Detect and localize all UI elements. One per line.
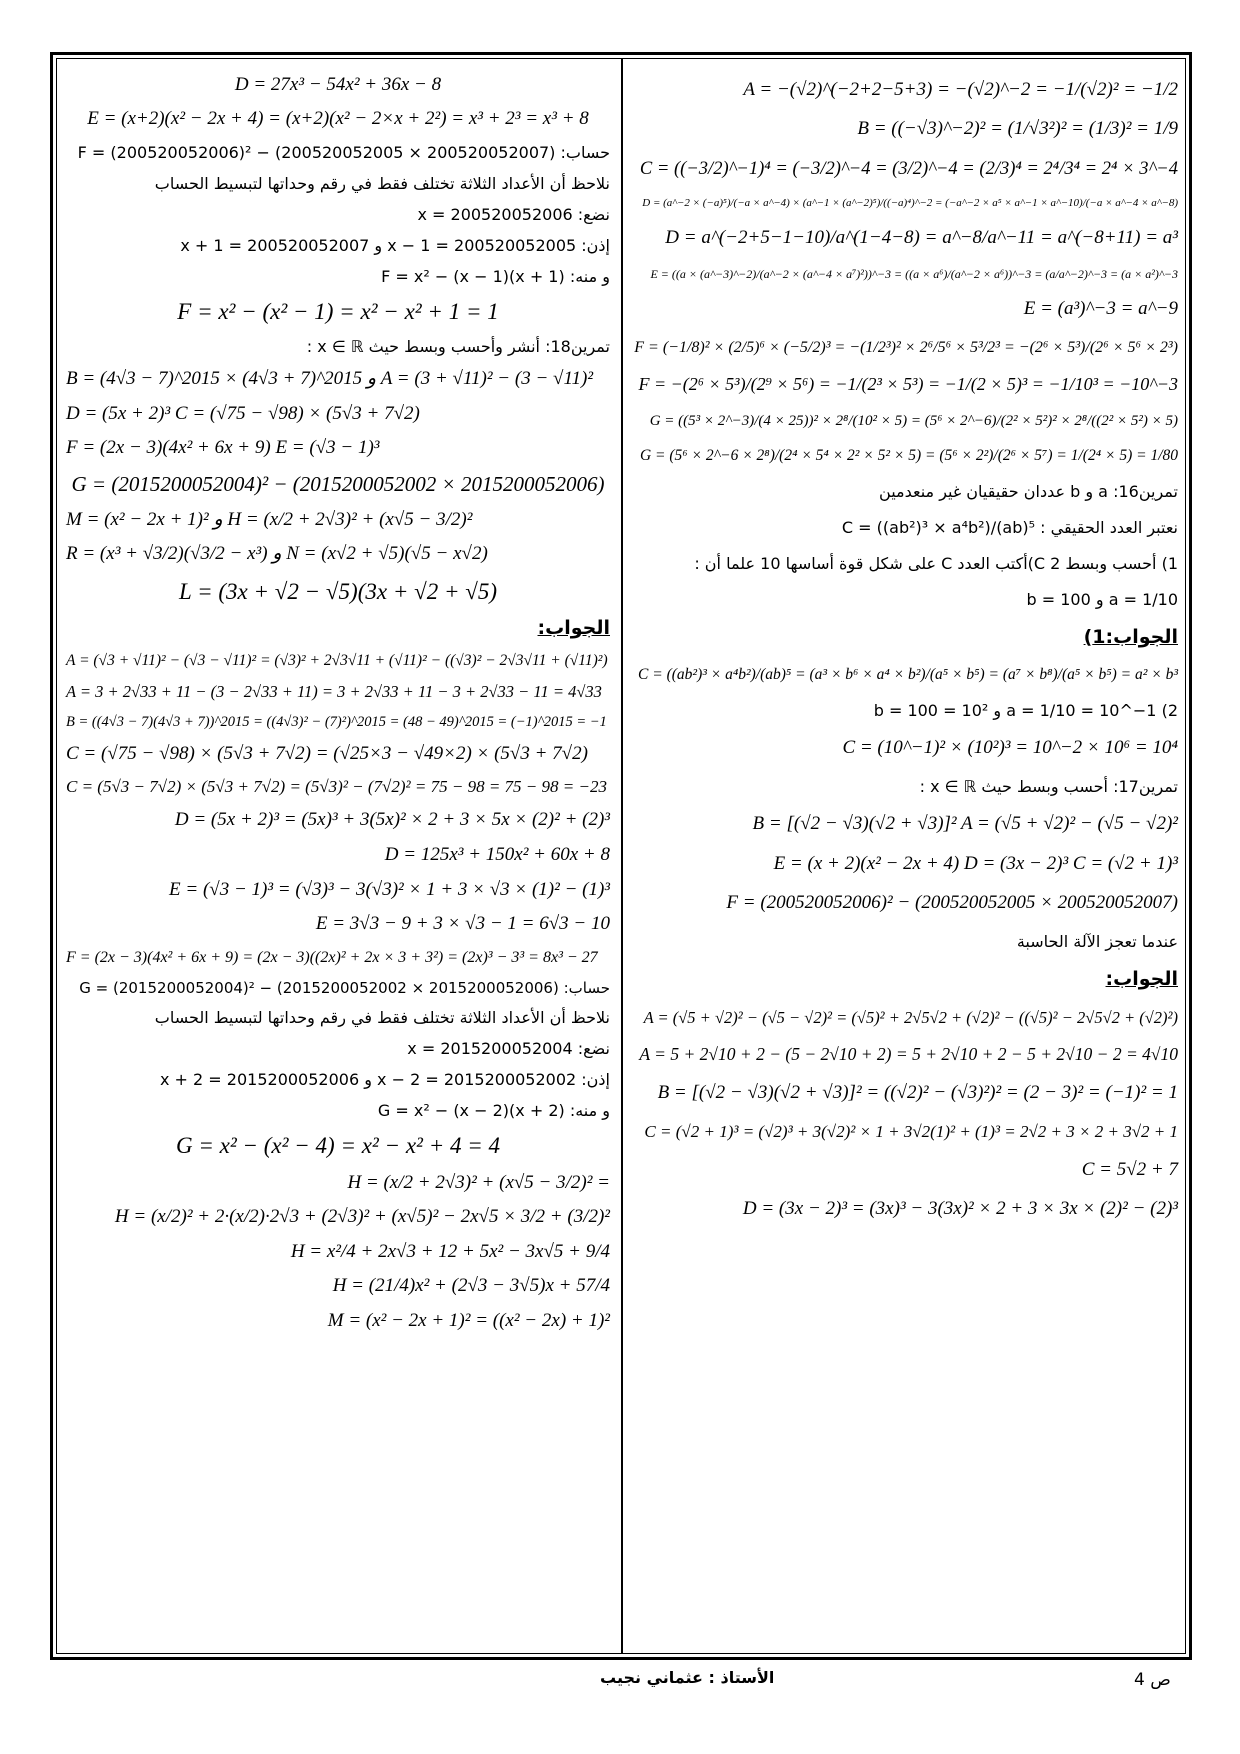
left-line-25: E = 3√3 − 9 + 3 × √3 − 1 = 6√3 − 10 xyxy=(315,913,610,935)
right-line-5: E = ((a × (a^−3)^−2)/(a^−2 × (a^−4 × a⁷)²))^−3 = ((a × a⁶)/(a^−2 × a⁶))^−3 = (a/a^−2)^−3 = (a × a²)^−3 xyxy=(650,266,1178,281)
right-line-11: تمرين16: a و b عددان حقيقيان غير منعدمين xyxy=(879,482,1178,502)
left-line-36: H = (21/4)x² + (2√3 − 3√5)x + 57/4 xyxy=(332,1275,610,1297)
left-line-11: F = (2x − 3)(4x² + 6x + 9) E = (√3 − 1)³ xyxy=(66,437,380,459)
left-line-13: M = (x² − 2x + 1)² و H = (x/2 + 2√3)² + (x√5 − 3/2)² xyxy=(66,508,473,530)
right-line-3: D = (a^−2 × (−a)⁵)/(−a × a^−4) × (a^−1 × (a^−2)⁵)/((−a)⁴)^−2 = (−a^−2 × a⁵ × a^−1 × a^−10)/(−a × a^−4 × a^−8) xyxy=(642,197,1178,210)
left-line-16: الجواب: xyxy=(537,617,610,640)
page-number: ص 4 xyxy=(1134,1670,1171,1690)
right-line-10: G = (5⁶ × 2^−6 × 2⁸)/(2⁴ × 5⁴ × 2² × 5² × 5) = (5⁶ × 2²)/(2⁶ × 5⁷) = 1/(2⁴ × 5) = 1/80 xyxy=(639,446,1178,464)
left-line-9: B = (4√3 − 7)^2015 × (4√3 + 7)^2015 و A = (3 + √11)² − (3 − √11)² xyxy=(66,367,594,389)
right-line-30: D = (3x − 2)³ = (3x)³ − 3(3x)² × 2 + 3 × 3x × (2)² − (2)³ xyxy=(742,1198,1178,1220)
right-line-27: B = [(√2 − √3)(√2 + √3)]² = ((√2)² − (√3)²)² = (2 − 3)² = (−1)² = 1 xyxy=(657,1082,1178,1103)
right-line-17: 2) a = 1/10 = 10^−1 و b = 100 = 10² xyxy=(873,701,1178,721)
left-line-15: L = (3x + √2 − √5)(3x + √2 + √5) xyxy=(178,578,498,604)
left-line-35: H = x²/4 + 2x√3 + 12 + 5x² − 3x√5 + 9/4 xyxy=(290,1240,610,1262)
left-line-14: R = (x³ + √3/2)(√3/2 − x³) و N = (x√2 + √5)(√5 − x√2) xyxy=(66,543,488,565)
right-line-15: الجواب:1) xyxy=(1083,626,1178,649)
left-line-37: M = (x² − 2x + 1)² = ((x² − 2x) + 1)² xyxy=(327,1309,610,1331)
left-line-7: F = x² − (x² − 1) = x² − x² + 1 = 1 xyxy=(177,298,499,324)
right-line-24: الجواب: xyxy=(1105,967,1178,990)
left-line-32: G = x² − (x² − 4) = x² − x² + 4 = 4 xyxy=(176,1133,500,1159)
right-line-18: C = (10^−1)² × (10²)³ = 10^−2 × 10⁶ = 10⁴ xyxy=(842,737,1178,759)
right-line-19: تمرين17: أحسب وبسط حيث x ∈ ℝ : xyxy=(919,777,1178,797)
left-line-18: A = 3 + 2√33 + 11 − (3 − 2√33 + 11) = 3 + 2√33 + 11 − 3 + 2√33 − 11 = 4√33 xyxy=(66,682,602,702)
right-line-0: A = −(√2)^(−2+2−5+3) = −(√2)^−2 = −1/(√2)² = −1/2 xyxy=(743,78,1178,100)
right-line-29: C = 5√2 + 7 xyxy=(1081,1158,1178,1180)
left-line-12: G = (2015200052004)² − (2015200052002 × 2015200052006) xyxy=(71,471,605,496)
left-line-26: F = (2x − 3)(4x² + 6x + 9) = (2x − 3)((2x)² + 2x × 3 + 3²) = (2x)³ − 3³ = 8x³ − 27 xyxy=(66,948,598,966)
right-line-7: F = (−1/8)² × (2/5)⁶ × (−5/2)³ = −(1/2³)² × 2⁶/5⁶ × 5³/2³ = −(2⁶ × 5³)/(2⁶ × 5⁶ × 2³) xyxy=(634,338,1178,356)
right-line-26: A = 5 + 2√10 + 2 − (5 − 2√10 + 2) = 5 + 2√10 + 2 − 5 + 2√10 − 2 = 4√10 xyxy=(639,1044,1178,1065)
author-name: الأستاذ : عثماني نجيب xyxy=(600,1668,775,1687)
left-line-21: C = (5√3 − 7√2) × (5√3 + 7√2) = (5√3)² − (7√2)² = 75 − 98 = 75 − 98 = −23 xyxy=(66,777,607,797)
right-line-6: E = (a³)^−3 = a^−9 xyxy=(1023,297,1178,319)
left-line-22: D = (5x + 2)³ = (5x)³ + 3(5x)² × 2 + 3 × 5x × (2)² + (2)³ xyxy=(174,809,610,831)
left-line-34: H = (x/2)² + 2·(x/2)·2√3 + (2√3)² + (x√5)² − 2x√5 × 3/2 + (3/2)² xyxy=(114,1206,610,1228)
left-line-1: E = (x+2)(x² − 2x + 4) = (x+2)(x² − 2×x + 2²) = x³ + 2³ = x³ + 8 xyxy=(87,108,589,130)
left-line-30: إذن: 2015200052002 = x − 2 و 2015200052006 = x + 2 xyxy=(159,1070,610,1090)
left-column xyxy=(60,64,616,1648)
left-line-23: D = 125x³ + 150x² + 60x + 8 xyxy=(384,844,610,866)
right-line-1: B = ((−√3)^−2)² = (1/√3²)² = (1/3)² = 1/9 xyxy=(857,118,1178,140)
left-line-2: حساب: F = (200520052006)² − (200520052005 × 200520052007) xyxy=(77,142,610,162)
left-line-19: B = ((4√3 − 7)(4√3 + 7))^2015 = ((4√3)² − (7)²)^2015 = (48 − 49)^2015 = (−1)^2015 = −1 xyxy=(66,713,607,730)
right-line-12: نعتبر العدد الحقيقي : C = ((ab²)³ × a⁴b²)/(ab)⁵ xyxy=(841,518,1178,538)
left-line-17: A = (√3 + √11)² − (√3 − √11)² = (√3)² + 2√3√11 + (√11)² − ((√3)² − 2√3√11 + (√11)²) xyxy=(66,651,608,669)
right-line-2: C = ((−3/2)^−1)⁴ = (−3/2)^−4 = (3/2)^−4 = (2/3)⁴ = 2⁴/3⁴ = 2⁴ × 3^−4 xyxy=(639,159,1178,180)
left-line-33: H = (x/2 + 2√3)² + (x√5 − 3/2)² = xyxy=(347,1171,610,1193)
column-divider xyxy=(621,58,623,1654)
left-line-29: نضع: x = 2015200052004 xyxy=(407,1039,610,1059)
right-line-22: F = (200520052006)² − (200520052005 × 200520052007) xyxy=(726,892,1178,914)
left-line-4: نضع: x = 200520052006 xyxy=(417,204,610,224)
left-line-20: C = (√75 − √98) × (5√3 + 7√2) = (√25×3 − √49×2) × (5√3 + 7√2) xyxy=(66,742,588,764)
right-line-8: F = −(2⁶ × 5³)/(2⁹ × 5⁶) = −1/(2³ × 5³) = −1/(2 × 5)³ = −1/10³ = −10^−3 xyxy=(638,373,1178,394)
right-line-28: C = (√2 + 1)³ = (√2)³ + 3(√2)² × 1 + 3√2(1)² + (1)³ = 2√2 + 3 × 2 + 3√2 + 1 xyxy=(644,1121,1178,1141)
left-line-8: تمرين18: أنشر وأحسب وبسط حيث x ∈ ℝ : xyxy=(306,337,610,357)
left-line-5: إذن: 200520052005 = x − 1 و 200520052007 = x + 1 xyxy=(180,235,610,255)
left-line-28: نلاحظ أن الأعداد الثلاثة تختلف فقط في رقم وحداتها لتبسيط الحساب xyxy=(154,1008,610,1028)
left-line-6: و منه: F = x² − (x − 1)(x + 1) xyxy=(381,266,610,286)
left-line-31: و منه: G = x² − (x − 2)(x + 2) xyxy=(377,1101,610,1121)
right-line-20: B = [(√2 − √3)(√2 + √3)]² A = (√5 + √2)² − (√5 − √2)² xyxy=(752,813,1178,835)
right-line-9: G = ((5³ × 2^−3)/(4 × 25))² × 2⁸/(10² × 5) = (5⁶ × 2^−6)/(2² × 5²)² × 2⁸/((2² × 5²) × 5) xyxy=(649,413,1178,430)
left-line-3: نلاحظ أن الأعداد الثلاثة تختلف فقط في رقم وحداتها لتبسيط الحساب xyxy=(154,173,610,193)
left-line-10: D = (5x + 2)³ C = (√75 − √98) × (5√3 + 7√2) xyxy=(66,402,420,424)
right-line-14: a = 1/10 و b = 100 xyxy=(1026,590,1178,610)
left-line-0: D = 27x³ − 54x² + 36x − 8 xyxy=(234,73,442,95)
right-column xyxy=(628,64,1184,1648)
right-line-21: E = (x + 2)(x² − 2x + 4) D = (3x − 2)³ C = (√2 + 1)³ xyxy=(773,852,1178,874)
right-line-25: A = (√5 + √2)² − (√5 − √2)² = (√5)² + 2√5√2 + (√2)² − ((√5)² − 2√5√2 + (√2)²) xyxy=(643,1007,1178,1027)
right-line-16: C = ((ab²)³ × a⁴b²)/(ab)⁵ = (a³ × b⁶ × a⁴ × b²)/(a⁵ × b⁵) = (a⁷ × b⁸)/(a⁵ × b⁵) = a² × b³ xyxy=(638,665,1178,683)
left-line-27: حساب: G = (2015200052004)² − (2015200052002 × 2015200052006) xyxy=(79,978,610,997)
left-line-24: E = (√3 − 1)³ = (√3)³ − 3(√3)² × 1 + 3 × √3 × (1)² − (1)³ xyxy=(169,878,610,900)
right-line-23: عندما تعجز الآلة الحاسبة xyxy=(1016,931,1178,951)
right-line-4: D = a^(−2+5−1−10)/a^(1−4−8) = a^−8/a^−11 = a^(−8+11) = a³ xyxy=(665,227,1178,249)
right-line-13: 1) أحسب وبسط C 2)أكتب العدد C على شكل قوة أساسها 10 علما أن : xyxy=(694,554,1178,574)
